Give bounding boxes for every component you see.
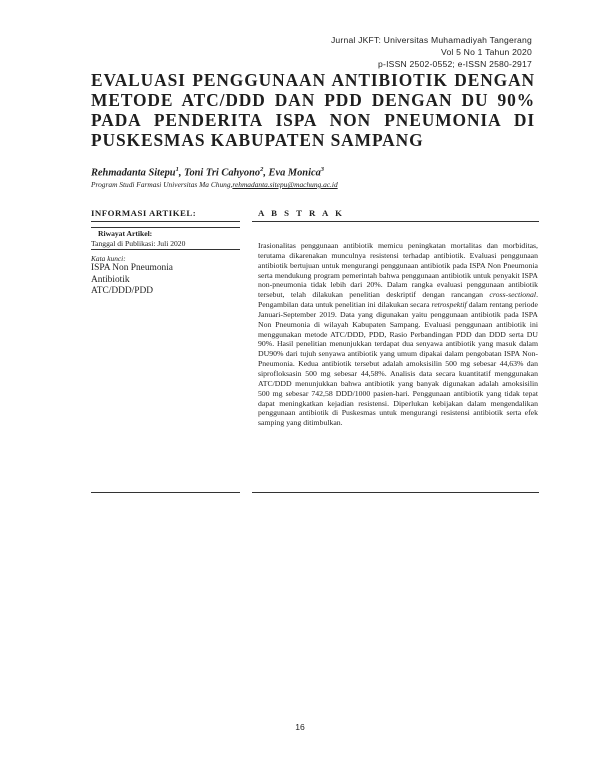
abstract-term-cross-sectional: cross-sectional	[489, 290, 537, 300]
author-name: Rehmadanta Sitepu	[91, 167, 176, 179]
author-separator: ,	[263, 167, 269, 179]
journal-header	[331, 34, 532, 70]
author-affiliation-mark: 2	[260, 166, 264, 173]
paper-title: EVALUASI PENGGUNAAN ANTIBIOTIK DENGAN METODE ATC/DDD DAN PDD DENGAN DU 90% PADA PENDERITA ISPA NON PNEUMONIA DI PUSKESMAS KABUPATEN SAMPANG	[91, 70, 535, 150]
keyword-item: ISPA Non Pneumonia	[91, 263, 173, 273]
affiliation-text: Program Studi Farmasi Universitas Ma Chung,	[91, 180, 233, 189]
author-list	[91, 166, 324, 178]
page-number: 16	[295, 722, 305, 732]
keyword-item: Antibiotik	[91, 274, 130, 285]
info-divider-second	[91, 227, 240, 228]
abstract-heading: A B S T R A K	[258, 208, 345, 218]
journal-name: Jurnal JKFT: Universitas Muhamadiyah Tangerang	[330, 35, 532, 45]
author-name: Eva Monica	[268, 167, 321, 179]
author-email-link[interactable]: rehmadanta.sitepu@machung.ac.id	[232, 180, 338, 189]
abstract-text: dalam rentang periode Januari-September 2019. Data yang digunakan yaitu penggunaan antibiotik pada ISPA Non Pneumonia di wilayah Kabupaten Sampang. Evaluasi penggunaan antibiotik ini menggunakan metode ATC/DDD, PDD, Rasio Perbandingan PDD dan DDD serta DU 90%. Hasil penelitian menunjukkan terdapat dua senyawa antibiotik yang masuk dalam DU90% dari tujuh senyawa antibiotik yang umum dipakai dalam pengobatan ISPA Non-Pneumonia. Kedua antibiotik tersebut adalah amoksisilin 500 mg sebesar 44,63% dan siprofloksasin 500 mg sebesar 44,58%. Analisis data secara kuantitatif menggunakan ATC/DDD menunjukkan bahwa antibiotik yang banyak digunakan adalah amoksisilin 500 mg sebesar 742,58 DDD/1000 pasien-hari. Penggunaan antibiotik yang tidak tepat dapat meningkatkan kejadian resistensi. Diperlukan kebijakan dalam mengendalikan penggunaan antibiotik di Puskesmas untuk mengurangi resistensi antibiotik serta efek samping yang ditimbulkan.	[258, 300, 538, 428]
abstract-text: Irasionalitas penggunaan antibiotik memicu peningkatan mortalitas dan morbiditas, terutama dikarenakan munculnya resistensi terhadap antibiotik. Evaluasi penggunaan antibiotik bertujuan untuk mengurangi penggunaan antibiotik pada ISPA Non Pneumonia serta mendukung program pemerintah bahwa penggunaan antibiotik untuk penyakit ISPA non-pneumonia tidak lebih dari 20%. Dalam rangka evaluasi penggunaan antibiotik tersebut, telah dilakukan penelitian deskriptif dengan rancangan	[258, 241, 538, 300]
publication-date: Tanggal di Publikasi: Juli 2020	[91, 239, 186, 248]
info-divider-bottom	[91, 492, 240, 493]
abstract-text: . Pengambilan data untuk penelitian ini dilakukan secara	[258, 290, 538, 310]
abstract-divider-top	[252, 221, 539, 222]
article-history-label: Riwayat Artikel:	[98, 229, 153, 238]
author-separator: ,	[178, 167, 185, 179]
author-affiliation-mark: 1	[175, 166, 179, 173]
article-info-heading: INFORMASI ARTIKEL:	[91, 208, 197, 218]
abstract-divider-bottom	[252, 492, 539, 493]
keywords-label: Kata kunci:	[91, 254, 126, 263]
journal-volume: Vol 5 No 1 Tahun 2020	[440, 47, 532, 57]
keyword-list	[91, 263, 173, 298]
author-name: Toni Tri Cahyono	[184, 167, 261, 179]
info-divider-top	[91, 221, 240, 222]
keyword-item: ATC/DDD/PDD	[91, 286, 153, 296]
journal-issn: p-ISSN 2502-0552; e-ISSN 2580-2917	[378, 59, 532, 69]
info-divider-middle	[91, 249, 240, 250]
affiliation	[91, 180, 338, 189]
author-affiliation-mark: 3	[320, 166, 325, 173]
abstract-term-retrospektif: retrospektif	[431, 300, 467, 310]
abstract-body	[258, 241, 538, 428]
